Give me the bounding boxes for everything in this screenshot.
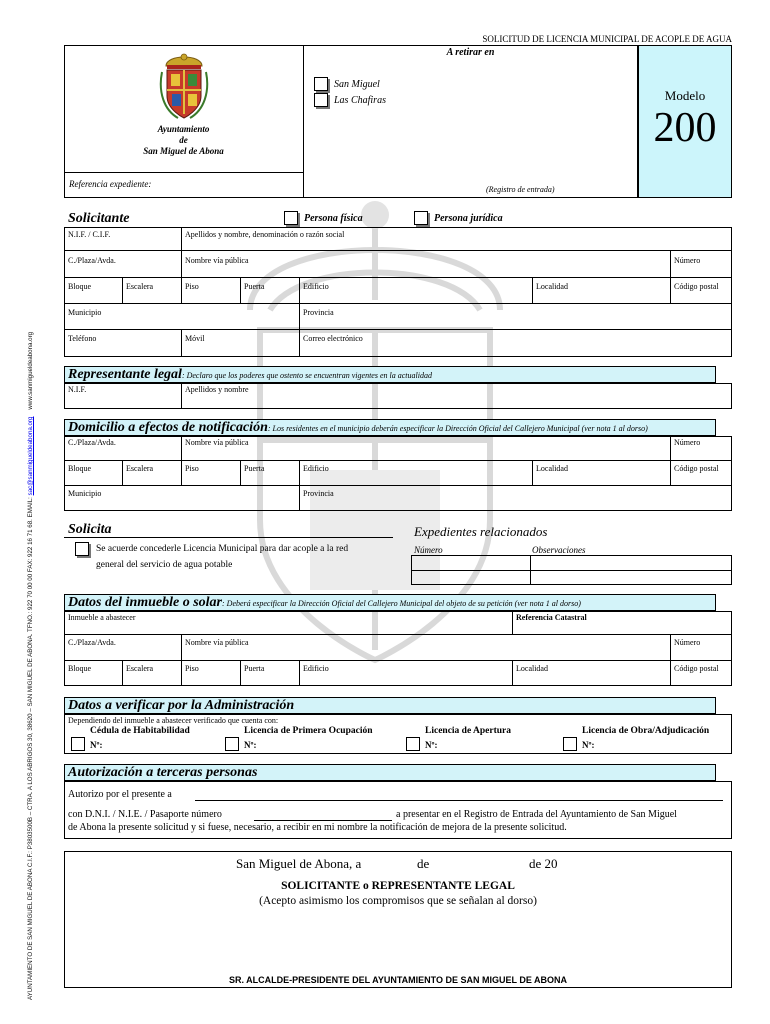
expedientes-title: Expedientes relacionados bbox=[414, 524, 548, 539]
solicita-rule bbox=[64, 537, 393, 538]
verificar-item-cedula: Cédula de Habitabilidad bbox=[90, 726, 190, 736]
signature-area[interactable] bbox=[150, 915, 646, 965]
sol-municipio-input[interactable] bbox=[68, 317, 293, 328]
registro-label: (Registro de entrada) bbox=[486, 185, 555, 194]
solicita-text-1: Se acuerde concederle Licencia Municipal para dar acople a la red bbox=[96, 544, 349, 554]
sol-piso-label: Piso bbox=[185, 282, 199, 291]
firma-dia-input[interactable] bbox=[382, 857, 412, 871]
referencia-top-line bbox=[64, 172, 303, 173]
verificar-item-primera: Licencia de Primera Ocupación bbox=[244, 726, 373, 736]
inm-edificio-label: Edificio bbox=[303, 664, 329, 673]
inm-puerta-label: Puerta bbox=[244, 664, 265, 673]
sol-row-line-2 bbox=[64, 277, 732, 278]
firma-compromiso: (Acepto asimismo los compromisos que se señalan al dorso) bbox=[259, 895, 537, 907]
inm-col-2a bbox=[181, 634, 182, 660]
verificar-apertura-no-input[interactable] bbox=[439, 738, 569, 750]
sol-calle-label: C./Plaza/Avda. bbox=[68, 256, 116, 265]
inm-via-label: Nombre vía pública bbox=[185, 638, 249, 647]
retirar-san-miguel-checkbox[interactable] bbox=[314, 77, 328, 91]
dom-municipio-label: Municipio bbox=[68, 489, 102, 498]
sol-row-line-1 bbox=[64, 250, 732, 251]
inm-col-1a bbox=[512, 611, 513, 634]
sol-correo-input[interactable] bbox=[303, 343, 723, 355]
verificar-primera-no-input[interactable] bbox=[258, 738, 388, 750]
inmueble-note: : Deberá especificar la Dirección Oficial del Callejero Municipal del objeto de su petición (ver nota 1 al dorso) bbox=[222, 599, 581, 608]
sol-via-label: Nombre vía pública bbox=[185, 256, 249, 265]
dom-col-1a bbox=[181, 436, 182, 460]
verificar-cedula-no-label: Nº: bbox=[90, 740, 103, 750]
inm-calle-label: C./Plaza/Avda. bbox=[68, 638, 116, 647]
verificar-obra-checkbox[interactable] bbox=[563, 737, 577, 751]
autorizacion-line3-text: de Abona la presente solicitud y si fuese, necesario, a recibir en mi nombre la notificación de mejora de la presente solicitud. bbox=[68, 822, 567, 833]
persona-juridica-checkbox[interactable] bbox=[414, 211, 428, 225]
verificar-cedula-checkbox[interactable] bbox=[71, 737, 85, 751]
inm-col-3f bbox=[670, 660, 671, 686]
solicita-text-2: general del servicio de agua potable bbox=[96, 560, 233, 570]
autorizacion-line1-label: Autorizo por el presente a bbox=[68, 789, 172, 800]
sol-col-3e bbox=[532, 277, 533, 303]
side-address: AYUNTAMIENTO DE SAN MIGUEL DE ABONA C.I.F.: P3803500B – CTRA. A LOS ABRIGOS 30, 38620 – SAN MIGUEL DE ABONA. TFNO.: 922 70 00 00 FAX: 922 16 71 68. EMAIL: bbox=[27, 497, 34, 1000]
modelo-label: Modelo bbox=[664, 88, 706, 103]
form-title: SOLICITUD DE LICENCIA MUNICIPAL DE ACOPLE DE AGUA bbox=[482, 34, 732, 44]
firma-lugar: San Miguel de Abona, a bbox=[236, 856, 362, 871]
side-web: www.sanmigueldeabona.org bbox=[27, 331, 34, 410]
sol-bloque-label: Bloque bbox=[68, 282, 92, 291]
dom-col-2d bbox=[299, 460, 300, 485]
ayuntamiento-label bbox=[64, 124, 303, 157]
persona-fisica-checkbox[interactable] bbox=[284, 211, 298, 225]
coat-of-arms-logo bbox=[158, 52, 210, 122]
side-address-text bbox=[27, 332, 34, 1000]
sol-col-3c bbox=[240, 277, 241, 303]
domicilio-title bbox=[68, 420, 648, 436]
persona-fisica-label: Persona física bbox=[304, 213, 363, 224]
sol-row-line-4 bbox=[64, 329, 732, 330]
inm-col-2b bbox=[670, 634, 671, 660]
sol-row-line-3 bbox=[64, 303, 732, 304]
dom-localidad-label: Localidad bbox=[536, 464, 568, 473]
inm-abastecer-label: Inmueble a abastecer bbox=[68, 613, 136, 622]
sol-puerta-label: Puerta bbox=[244, 282, 265, 291]
sol-localidad-label: Localidad bbox=[536, 282, 568, 291]
verificar-obra-no-label: Nº: bbox=[582, 740, 595, 750]
sol-col-5b bbox=[299, 329, 300, 357]
sol-provincia-label: Provincia bbox=[303, 308, 334, 317]
sol-apellidos-input[interactable] bbox=[185, 239, 725, 249]
verificar-cedula-no-input[interactable] bbox=[104, 738, 214, 750]
firma-anio-input[interactable] bbox=[563, 857, 587, 871]
retirar-las-chafiras-label: Las Chafiras bbox=[334, 95, 386, 106]
referencia-label: Referencia expediente: bbox=[69, 179, 152, 189]
verificar-primera-checkbox[interactable] bbox=[225, 737, 239, 751]
rep-nif-label: N.I.F. bbox=[68, 385, 87, 394]
sol-col-2a bbox=[181, 250, 182, 277]
dom-col-2c bbox=[240, 460, 241, 485]
inm-escalera-label: Escalera bbox=[126, 664, 154, 673]
header-box bbox=[64, 45, 638, 198]
sol-col-1a bbox=[181, 227, 182, 250]
firma-de-2: de 20 bbox=[529, 856, 558, 871]
verificar-title: Datos a verificar por la Administración bbox=[68, 698, 295, 713]
rep-apellidos-label: Apellidos y nombre bbox=[185, 385, 249, 394]
sol-movil-input[interactable] bbox=[185, 343, 295, 355]
sol-nif-label: N.I.F. / C.I.F. bbox=[68, 230, 111, 239]
inm-col-3a bbox=[122, 660, 123, 686]
ayuntamiento-line3: San Miguel de Abona bbox=[143, 146, 224, 156]
sol-col-3d bbox=[299, 277, 300, 303]
representante-title-text: Representante legal bbox=[68, 367, 182, 382]
dom-col-3a bbox=[299, 485, 300, 511]
firma-destinatario: SR. ALCALDE-PRESIDENTE DEL AYUNTAMIENTO DE SAN MIGUEL DE ABONA bbox=[228, 975, 568, 985]
sol-movil-label: Móvil bbox=[185, 334, 205, 343]
expediente-observaciones-input-2[interactable] bbox=[534, 572, 728, 584]
inmueble-title-text: Datos del inmueble o solar bbox=[68, 595, 223, 610]
dom-col-2e bbox=[532, 460, 533, 485]
dom-edificio-label: Edificio bbox=[303, 464, 329, 473]
sol-via-input[interactable] bbox=[185, 265, 665, 276]
expediente-numero-input-1[interactable] bbox=[414, 557, 526, 569]
verificar-apertura-checkbox[interactable] bbox=[406, 737, 420, 751]
sol-col-3f bbox=[670, 277, 671, 303]
inm-bloque-label: Bloque bbox=[68, 664, 92, 673]
expediente-observaciones-input-1[interactable] bbox=[534, 557, 728, 569]
inm-localidad-label: Localidad bbox=[516, 664, 548, 673]
inm-row-line-1 bbox=[64, 634, 732, 635]
dom-row-line-1 bbox=[64, 460, 732, 461]
sol-telefono-input[interactable] bbox=[68, 343, 178, 355]
autorizacion-line2-label: con D.N.I. / N.I.E. / Pasaporte número bbox=[68, 809, 222, 820]
rep-apellidos-input[interactable] bbox=[185, 395, 725, 407]
dom-col-2f bbox=[670, 460, 671, 485]
retirar-title: A retirar en bbox=[446, 47, 495, 58]
sol-cp-label: Código postal bbox=[674, 282, 719, 291]
side-email-link[interactable]: sac@sanmigueldeabona.org bbox=[27, 416, 34, 496]
expedientes-row-line bbox=[411, 570, 732, 571]
sol-calle-input[interactable] bbox=[68, 265, 178, 276]
solicita-checkbox[interactable] bbox=[75, 542, 89, 556]
dom-col-1b bbox=[670, 436, 671, 460]
autorizado-dni-input[interactable] bbox=[254, 808, 392, 821]
sol-numero-label: Número bbox=[674, 256, 701, 265]
ayuntamiento-line1: Ayuntamiento bbox=[157, 124, 210, 134]
modelo-number: 200 bbox=[653, 105, 717, 151]
dom-via-label: Nombre vía pública bbox=[185, 438, 249, 447]
sol-col-5a bbox=[181, 329, 182, 357]
dom-puerta-label: Puerta bbox=[244, 464, 265, 473]
verificar-apertura-no-label: Nº: bbox=[425, 740, 438, 750]
domicilio-title-text: Domicilio a efectos de notificación bbox=[68, 420, 268, 435]
verificar-item-obra: Licencia de Obra/Adjudicación bbox=[582, 726, 710, 736]
referencia-input[interactable] bbox=[172, 175, 297, 193]
sol-telefono-label: Teléfono bbox=[68, 334, 97, 343]
autorizacion-line2-text: a presentar en el Registro de Entrada del Ayuntamiento de San Miguel bbox=[396, 809, 677, 820]
persona-juridica-label: Persona jurídica bbox=[434, 213, 503, 224]
inm-col-3c bbox=[240, 660, 241, 686]
dom-piso-label: Piso bbox=[185, 464, 199, 473]
inm-row-line-2 bbox=[64, 660, 732, 661]
inm-numero-label: Número bbox=[674, 638, 701, 647]
expedientes-col-line bbox=[530, 555, 531, 585]
dom-col-2a bbox=[122, 460, 123, 485]
sol-col-3a bbox=[122, 277, 123, 303]
dom-escalera-label: Escalera bbox=[126, 464, 154, 473]
sol-correo-label: Correo electrónico bbox=[303, 334, 363, 343]
solicitante-title: Solicitante bbox=[68, 211, 130, 226]
expediente-numero-input-2[interactable] bbox=[414, 572, 526, 584]
autorizacion-title: Autorización a terceras personas bbox=[68, 765, 258, 780]
domicilio-grid bbox=[64, 436, 732, 511]
dom-numero-label: Número bbox=[674, 438, 701, 447]
firma-mes-input[interactable] bbox=[436, 857, 524, 871]
inm-catastral-label: Referencia Catastral bbox=[516, 613, 587, 622]
sol-edificio-label: Edificio bbox=[303, 282, 329, 291]
verificar-item-apertura: Licencia de Apertura bbox=[425, 726, 512, 736]
solicita-title: Solicita bbox=[68, 522, 112, 537]
firma-de-1: de bbox=[417, 856, 430, 871]
verificar-intro: Dependiendo del inmueble a abastecer verificado que cuenta con: bbox=[68, 716, 279, 725]
expedientes-numero-label: Número bbox=[414, 545, 443, 555]
sol-provincia-input[interactable] bbox=[303, 317, 723, 328]
inm-cp-label: Código postal bbox=[674, 664, 719, 673]
dom-provincia-label: Provincia bbox=[303, 489, 334, 498]
firma-solicitante: SOLICITANTE o REPRESENTANTE LEGAL bbox=[281, 880, 515, 892]
sol-col-4a bbox=[299, 303, 300, 329]
retirar-san-miguel-label: San Miguel bbox=[334, 79, 380, 90]
inm-col-3d bbox=[299, 660, 300, 686]
sol-municipio-label: Municipio bbox=[68, 308, 102, 317]
sol-col-2b bbox=[670, 250, 671, 277]
retirar-las-chafiras-checkbox[interactable] bbox=[314, 93, 328, 107]
representante-title bbox=[68, 367, 432, 383]
sol-col-3b bbox=[181, 277, 182, 303]
dom-calle-label: C./Plaza/Avda. bbox=[68, 438, 116, 447]
inm-col-3e bbox=[512, 660, 513, 686]
verificar-obra-no-input[interactable] bbox=[596, 738, 726, 750]
inm-piso-label: Piso bbox=[185, 664, 199, 673]
header-divider bbox=[303, 45, 304, 198]
inmueble-grid bbox=[64, 611, 732, 686]
autorizado-nombre-input[interactable] bbox=[195, 788, 723, 801]
expedientes-observaciones-label: Observaciones bbox=[532, 545, 586, 555]
ayuntamiento-line2: de bbox=[179, 135, 188, 145]
sol-escalera-label: Escalera bbox=[126, 282, 154, 291]
sol-numero-input[interactable] bbox=[674, 265, 728, 276]
inm-col-3b bbox=[181, 660, 182, 686]
rep-nif-input[interactable] bbox=[68, 395, 178, 407]
rep-col-1 bbox=[181, 383, 182, 409]
dom-cp-label: Código postal bbox=[674, 464, 719, 473]
dom-row-line-2 bbox=[64, 485, 732, 486]
inmueble-title bbox=[68, 595, 581, 611]
dom-col-2b bbox=[181, 460, 182, 485]
dom-bloque-label: Bloque bbox=[68, 464, 92, 473]
domicilio-note: : Los residentes en el municipio deberán especificar la Dirección Oficial del Callejero Municipal (ver nota 1 al dorso) bbox=[267, 424, 648, 433]
sol-apellidos-label: Apellidos y nombre, denominación o razón social bbox=[185, 230, 345, 239]
verificar-primera-no-label: Nº: bbox=[244, 740, 257, 750]
representante-note: : Declaro que los poderes que ostento se encuentran vigentes en la actualidad bbox=[181, 371, 432, 380]
sol-nif-input[interactable] bbox=[68, 239, 178, 249]
